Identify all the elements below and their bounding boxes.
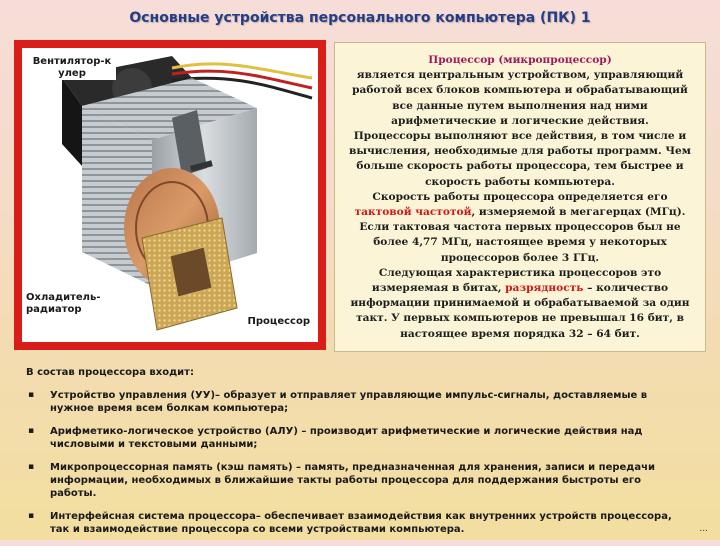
list-item-text: Микропроцессорная память (кэш память) – память, предназначенная для хранения, записи и передачи информации, необходимых в ближайшие такты работы процессора для поддержания быстроты его работы. (50, 462, 655, 499)
cpu-cooler-photo (22, 48, 318, 342)
list-item (26, 425, 686, 451)
list-item (26, 389, 686, 415)
cooler-label: Охладитель-радиатор (26, 292, 106, 316)
slide-title: Основные устройства персонального компьютера (ПК) 1 (129, 10, 591, 26)
info-paragraph-1: является центральным устройством, управляющий работой всех блоков компьютера и обрабатывающий все данные путем выполнения над ними арифметические и логические действия. (352, 69, 688, 127)
fan-label: Вентилятор-к улер (28, 56, 116, 80)
cpu-label: Процессор (247, 316, 310, 327)
cpu-chip-icon (142, 218, 237, 330)
list-item-text: Устройство управления (УУ)– образует и отправляет управляющие импульс-сигналы, доставляемые в нужное время всем болкам компьютера; (50, 390, 648, 414)
processor-info-box (334, 42, 706, 352)
bullet-icon: ▪ (28, 511, 35, 521)
list-item (26, 510, 686, 536)
info-paragraph-3 (343, 190, 697, 266)
processor-components (26, 366, 686, 546)
bullet-icon: ▪ (28, 462, 35, 472)
list-item-text: Арифметико-логическое устройство (АЛУ) – производит арифметические и логические действия над числовыми и текстовыми данными; (50, 426, 643, 450)
bit-depth-term: разрядность (505, 282, 584, 295)
info-text: Скорость работы процессора определяется его (372, 190, 668, 203)
clock-frequency-term: тактовой частотой (354, 206, 472, 219)
bullet-icon: ▪ (28, 390, 35, 400)
page-marker: ... (699, 524, 708, 534)
photo-frame (14, 40, 326, 350)
components-title: В состав процессора входит: (26, 367, 194, 378)
info-text: , измеряемой в мегагерцах (МГц). Если тактовая частота первых процессоров был не более 4,77 МГц, настоящее время у некоторых процессоров более 3 ГГц. (359, 206, 686, 264)
info-heading: Процессор (микропроцессор) (428, 54, 612, 66)
bullet-icon: ▪ (28, 426, 35, 436)
info-paragraph-2: Процессоры выполняют все действия, в том числе и вычисления, необходимые для работы программ. Чем больше скорость работы процессора, тем быстрее и скорость работы компьютера. (349, 130, 691, 188)
info-paragraph-4 (343, 266, 697, 342)
list-item-text: Интерфейсная система процессора– обеспечивает взаимодействия как внутренних устройств процессора, так и взаимодействие процессора со всеми устройствами компьютера. (50, 511, 672, 535)
list-item (26, 461, 686, 500)
info-text: Следующая характеристика процессоров это измеряемая в битах, (371, 266, 662, 295)
info-text: – количество информации принимаемой и обрабатываемой за один такт. У первых компьютеров не превышал 16 бит, в настоящее время порядка 32 – 64 бит. (350, 282, 690, 340)
components-list (26, 389, 686, 536)
